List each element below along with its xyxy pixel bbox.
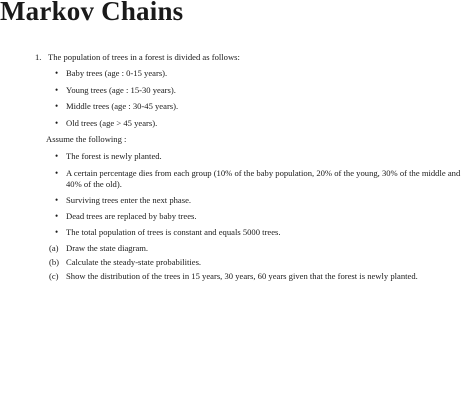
bullet-icon: •	[55, 210, 59, 221]
part-label: (c)	[49, 270, 59, 281]
list-item	[55, 227, 465, 238]
assumption-list	[55, 151, 465, 238]
part-text: Show the distribution of the trees in 15 years, 30 years, 60 years given that the forest is newly planted.	[66, 270, 418, 281]
list-item	[55, 168, 465, 190]
age-group-text: Old trees (age > 45 years).	[66, 117, 158, 128]
bullet-icon: •	[55, 68, 59, 78]
question-part	[49, 243, 465, 254]
bullet-icon: •	[55, 194, 59, 205]
list-item	[55, 195, 465, 206]
part-text: Draw the state diagram.	[66, 243, 149, 254]
bullet-icon: •	[55, 84, 59, 95]
list-item	[55, 118, 465, 129]
assumptions-heading: Assume the following :	[46, 134, 127, 145]
assumption-text: Surviving trees enter the next phase.	[66, 194, 192, 205]
bullet-icon: •	[55, 151, 59, 162]
problem-1	[35, 52, 465, 284]
problem-intro	[35, 52, 465, 63]
bullet-icon: •	[55, 101, 59, 112]
part-label: (a)	[49, 243, 59, 254]
problem-intro-text: The population of trees in a forest is divided as follows:	[48, 52, 240, 62]
assumption-text: Dead trees are replaced by baby trees.	[66, 210, 197, 221]
list-item	[55, 211, 465, 222]
assumption-text: The forest is newly planted.	[66, 151, 162, 162]
assumption-text: A certain percentage dies from each group (10% of the baby population, 20% of the young, 30% of the middle and 40% of the old).	[66, 167, 461, 189]
bullet-icon: •	[55, 167, 59, 178]
part-text: Calculate the steady-state probabilities.	[66, 256, 202, 267]
question-part	[49, 257, 465, 268]
list-item	[55, 85, 465, 96]
problem-number: 1.	[35, 52, 42, 62]
list-item	[55, 151, 465, 162]
part-label: (b)	[49, 256, 60, 267]
age-group-text: Young trees (age : 15-30 years).	[66, 84, 176, 95]
question-part	[49, 271, 465, 282]
bullet-icon: •	[55, 117, 59, 128]
age-group-text: Baby trees (age : 0-15 years).	[66, 68, 168, 78]
bullet-icon: •	[55, 227, 59, 238]
list-item	[55, 68, 465, 79]
question-parts	[49, 243, 465, 281]
age-group-text: Middle trees (age : 30-45 years).	[66, 101, 179, 112]
list-item	[55, 101, 465, 112]
section-title: Markov Chains	[0, 0, 184, 26]
age-group-list	[55, 68, 465, 129]
assumption-text: The total population of trees is constant and equals 5000 trees.	[66, 227, 281, 238]
